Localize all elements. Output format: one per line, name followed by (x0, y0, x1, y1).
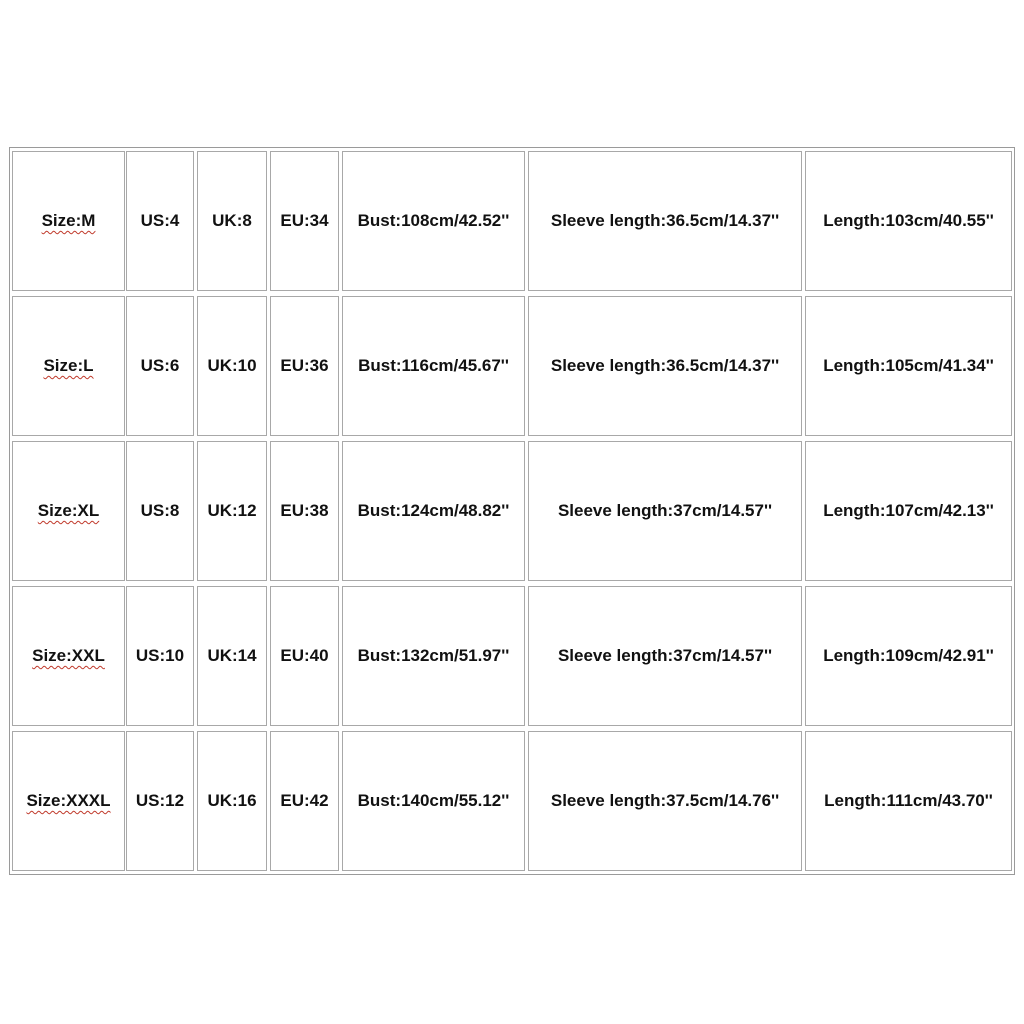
size-chart-table (9, 147, 1015, 875)
uk-size-cell: UK:8 (197, 151, 267, 291)
length-cell: Length:103cm/40.55'' (805, 151, 1012, 291)
size-cell (12, 441, 125, 581)
size-label: Size:L (43, 356, 94, 375)
size-cell (12, 151, 125, 291)
bust-cell: Bust:132cm/51.97'' (342, 586, 525, 726)
size-label: Size:XXXL (26, 791, 111, 810)
eu-size-cell: EU:38 (270, 441, 339, 581)
size-label: Size:XL (37, 501, 100, 520)
length-cell: Length:107cm/42.13'' (805, 441, 1012, 581)
table-row (10, 438, 1014, 584)
us-size-cell: US:6 (126, 296, 194, 436)
sleeve-length-cell: Sleeve length:36.5cm/14.37'' (528, 151, 802, 291)
eu-size-cell: EU:34 (270, 151, 339, 291)
length-cell: Length:109cm/42.91'' (805, 586, 1012, 726)
table-row (10, 583, 1014, 729)
sleeve-length-cell: Sleeve length:37.5cm/14.76'' (528, 731, 802, 871)
us-size-cell: US:12 (126, 731, 194, 871)
uk-size-cell: UK:10 (197, 296, 267, 436)
sleeve-length-cell: Sleeve length:37cm/14.57'' (528, 441, 802, 581)
size-cell (12, 731, 125, 871)
size-label: Size:XXL (32, 646, 105, 665)
uk-size-cell: UK:16 (197, 731, 267, 871)
bust-cell: Bust:108cm/42.52'' (342, 151, 525, 291)
table-row (10, 148, 1014, 294)
uk-size-cell: UK:12 (197, 441, 267, 581)
sleeve-length-cell: Sleeve length:37cm/14.57'' (528, 586, 802, 726)
eu-size-cell: EU:42 (270, 731, 339, 871)
size-cell (12, 586, 125, 726)
table-row (10, 293, 1014, 439)
eu-size-cell: EU:36 (270, 296, 339, 436)
table-row (10, 728, 1014, 874)
us-size-cell: US:4 (126, 151, 194, 291)
sleeve-length-cell: Sleeve length:36.5cm/14.37'' (528, 296, 802, 436)
us-size-cell: US:10 (126, 586, 194, 726)
length-cell: Length:111cm/43.70'' (805, 731, 1012, 871)
bust-cell: Bust:116cm/45.67'' (342, 296, 525, 436)
bust-cell: Bust:140cm/55.12'' (342, 731, 525, 871)
bust-cell: Bust:124cm/48.82'' (342, 441, 525, 581)
us-size-cell: US:8 (126, 441, 194, 581)
size-label: Size:M (41, 211, 96, 230)
length-cell: Length:105cm/41.34'' (805, 296, 1012, 436)
eu-size-cell: EU:40 (270, 586, 339, 726)
size-cell (12, 296, 125, 436)
uk-size-cell: UK:14 (197, 586, 267, 726)
